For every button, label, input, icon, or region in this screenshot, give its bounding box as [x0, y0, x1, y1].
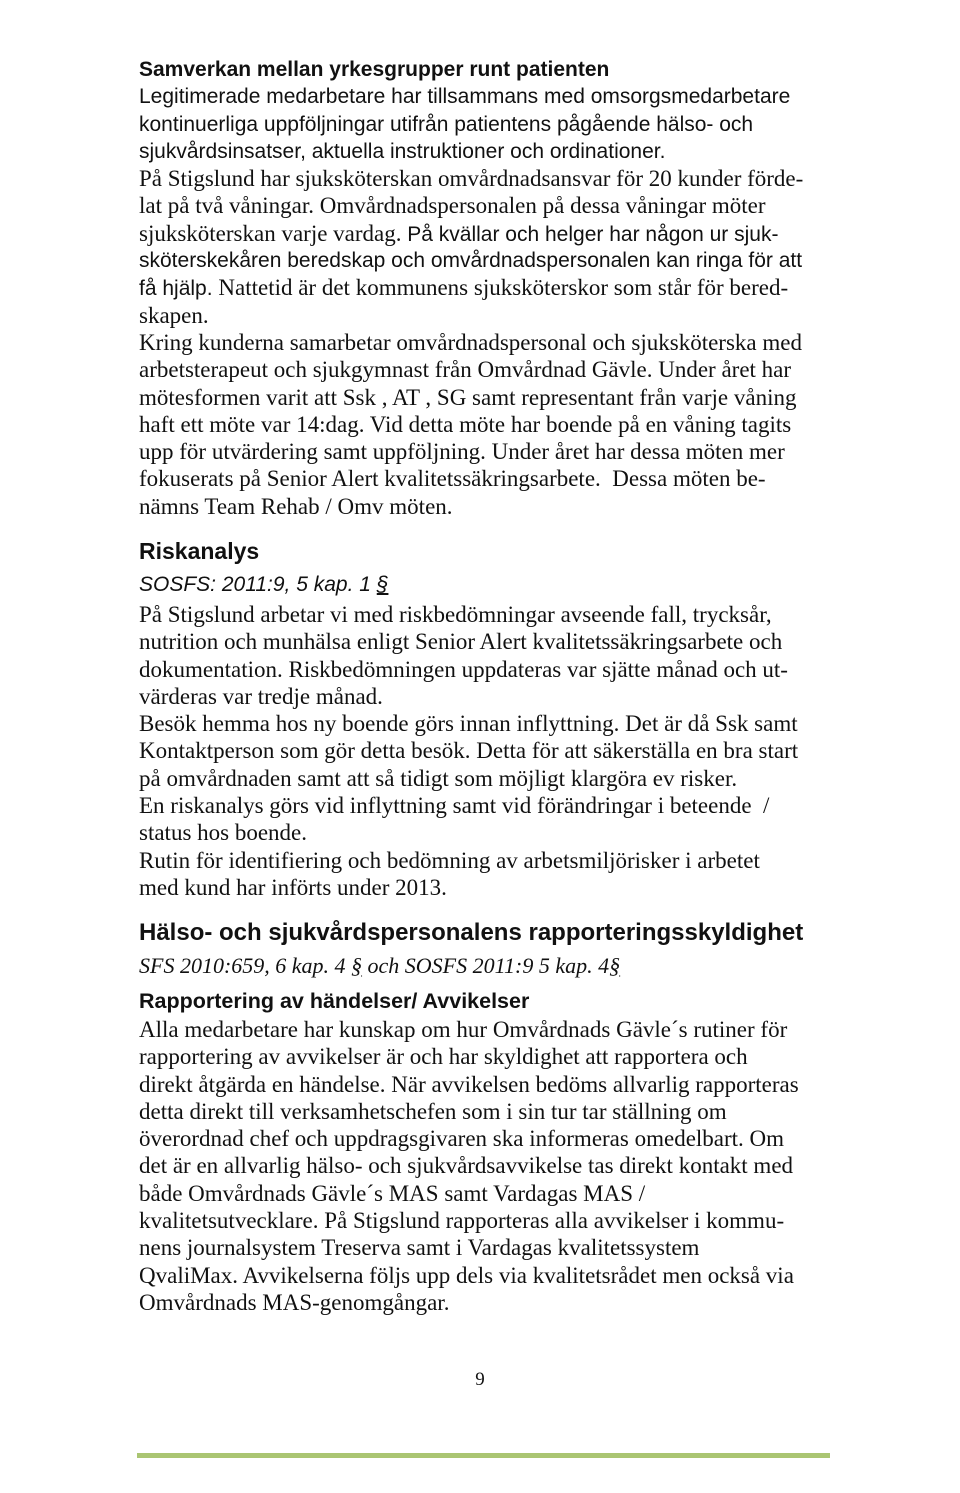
text-line: nutrition och munhälsa enligt Senior Alert kvalitetssäkringsarbete och [139, 629, 783, 655]
text-line [139, 302, 803, 329]
text-segment: skapen. [139, 302, 209, 328]
text-segment: sköterskekåren beredskap och omvårdnadspersonalen kan ringa för att [139, 249, 803, 273]
text-segment: sjukvårdsinsatser, aktuella instruktioner och ordinationer. [139, 139, 666, 163]
text-line [139, 411, 803, 438]
text-segment: få hjälp. [139, 277, 219, 301]
section-avvikelser-body [139, 1016, 799, 1316]
text-line [139, 384, 803, 411]
text-line: rapportering av avvikelser är och har skyldighet att rapportera och [139, 1044, 748, 1070]
text-line [139, 438, 803, 465]
text-line: överordnad chef och uppdragsgivaren ska informeras omedelbart. Om [139, 1126, 785, 1152]
section-heading-rapporteringsskyldighet: Hälso- och sjukvårdspersonalens rapporteringsskyldighet [139, 919, 804, 946]
text-line: Rutin för identifiering och bedömning av arbetsmiljörisker i arbetet [139, 847, 760, 873]
text-segment: Legitimerade medarbetare har tillsammans med omsorgsmedarbetare [139, 85, 791, 109]
text-line: En riskanalys görs vid inflyttning samt vid förändringar i beteende / [139, 793, 770, 819]
section-sign: § [609, 953, 621, 978]
text-line: status hos boende. [139, 820, 308, 846]
subheading-avvikelser: Rapportering av händelser/ Avvikelser [139, 989, 530, 1013]
text-line: på omvårdnaden samt att så tidigt som möjligt klargöra ev risker. [139, 765, 738, 791]
reference-text: och SOSFS 2011:9 5 kap. 4 [362, 953, 610, 978]
text-segment: nämns Team Rehab / Omv möten. [139, 493, 453, 519]
text-line: både Omvårdnads Gävle´s MAS samt Vardagas MAS / [139, 1180, 646, 1206]
text-line: kvalitetsutvecklare. På Stigslund rapporteras alla avvikelser i kommu- [139, 1208, 785, 1234]
text-line: detta direkt till verksamhetschefen som i sin tur tar ställning om [139, 1098, 727, 1124]
text-line [139, 192, 803, 219]
text-line: nens journalsystem Treserva samt i Vardagas kvalitetssystem [139, 1235, 700, 1261]
text-segment: sjuksköterskan varje vardag. [139, 220, 408, 246]
legal-reference [139, 571, 388, 598]
section-heading: Samverkan mellan yrkesgrupper runt patienten [139, 58, 610, 81]
text-segment: kontinuerliga uppföljningar utifrån patientens pågående hälso- och [139, 112, 754, 136]
text-line: med kund har införts under 2013. [139, 874, 447, 900]
legal-reference [139, 952, 620, 979]
text-segment: haft ett möte var 14:dag. Vid detta möte har boende på en våning tagits [139, 411, 792, 437]
text-line [139, 465, 803, 492]
text-segment: fokuserats på Senior Alert kvalitetssäkringsarbete. Dessa möten be- [139, 466, 766, 492]
section-sign: § [351, 953, 363, 978]
text-segment: Nattetid är det kommunens sjuksköterskor som står för bered- [218, 275, 789, 301]
text-line [139, 165, 803, 192]
text-line [139, 329, 803, 356]
section-riskanalys-body [139, 601, 798, 901]
text-line: Omvårdnads MAS-genomgångar. [139, 1289, 450, 1315]
section-sign: § [376, 573, 389, 596]
text-line [139, 220, 803, 247]
reference-text: SFS 2010:659, 6 kap. 4 [139, 953, 352, 978]
text-line: det är en allvarlig hälso- och sjukvårdsavvikelse tas direkt kontakt med [139, 1153, 794, 1179]
text-line [139, 111, 803, 138]
text-segment: På kvällar och helger har någon ur sjuk- [407, 222, 779, 246]
text-line [139, 493, 803, 520]
text-segment: upp för utvärdering samt uppföljning. Under året har dessa möten mer [139, 439, 785, 465]
text-line: Alla medarbetare har kunskap om hur Omvårdnads Gävle´s rutiner för [139, 1017, 788, 1042]
text-line [139, 356, 803, 383]
text-line [139, 274, 803, 301]
text-line [139, 247, 803, 274]
text-line: Besök hemma hos ny boende görs innan inflyttning. Det är då Ssk samt [139, 711, 798, 737]
text-line: värderas var tredje månad. [139, 683, 383, 709]
text-line: Kontaktperson som gör detta besök. Detta för att säkerställa en bra start [139, 738, 799, 764]
section-heading-riskanalys: Riskanalys [139, 538, 260, 564]
text-segment: mötesformen varit att Ssk , AT , SG samt representant från varje våning [139, 384, 797, 410]
text-segment: Kring kunderna samarbetar omvårdnadspersonal och sjuksköterska med [139, 329, 802, 355]
page-number: 9 [475, 1369, 485, 1390]
text-line: På Stigslund arbetar vi med riskbedömningar avseende fall, trycksår, [139, 602, 772, 627]
text-segment: lat på två våningar. Omvårdnadspersonalen på dessa våningar möter [139, 193, 766, 219]
text-segment: På Stigslund har sjuksköterskan omvårdnadsansvar för 20 kunder förde- [139, 166, 804, 192]
text-line: QvaliMax. Avvikelserna följs upp dels via kvalitetsrådet men också via [139, 1262, 794, 1288]
text-line: direkt åtgärda en händelse. När avvikelsen bedöms allvarlig rapporteras [139, 1071, 799, 1097]
reference-text: SOSFS: 2011:9, 5 kap. 1 [139, 573, 377, 596]
footer-rule [137, 1453, 830, 1458]
text-line [139, 83, 803, 110]
text-line [139, 138, 803, 165]
text-segment: arbetsterapeut och sjukgymnast från Omvårdnad Gävle. Under året har [139, 357, 792, 383]
section-samverkan [139, 56, 803, 520]
text-line: dokumentation. Riskbedömningen uppdateras var sjätte månad och ut- [139, 656, 788, 682]
